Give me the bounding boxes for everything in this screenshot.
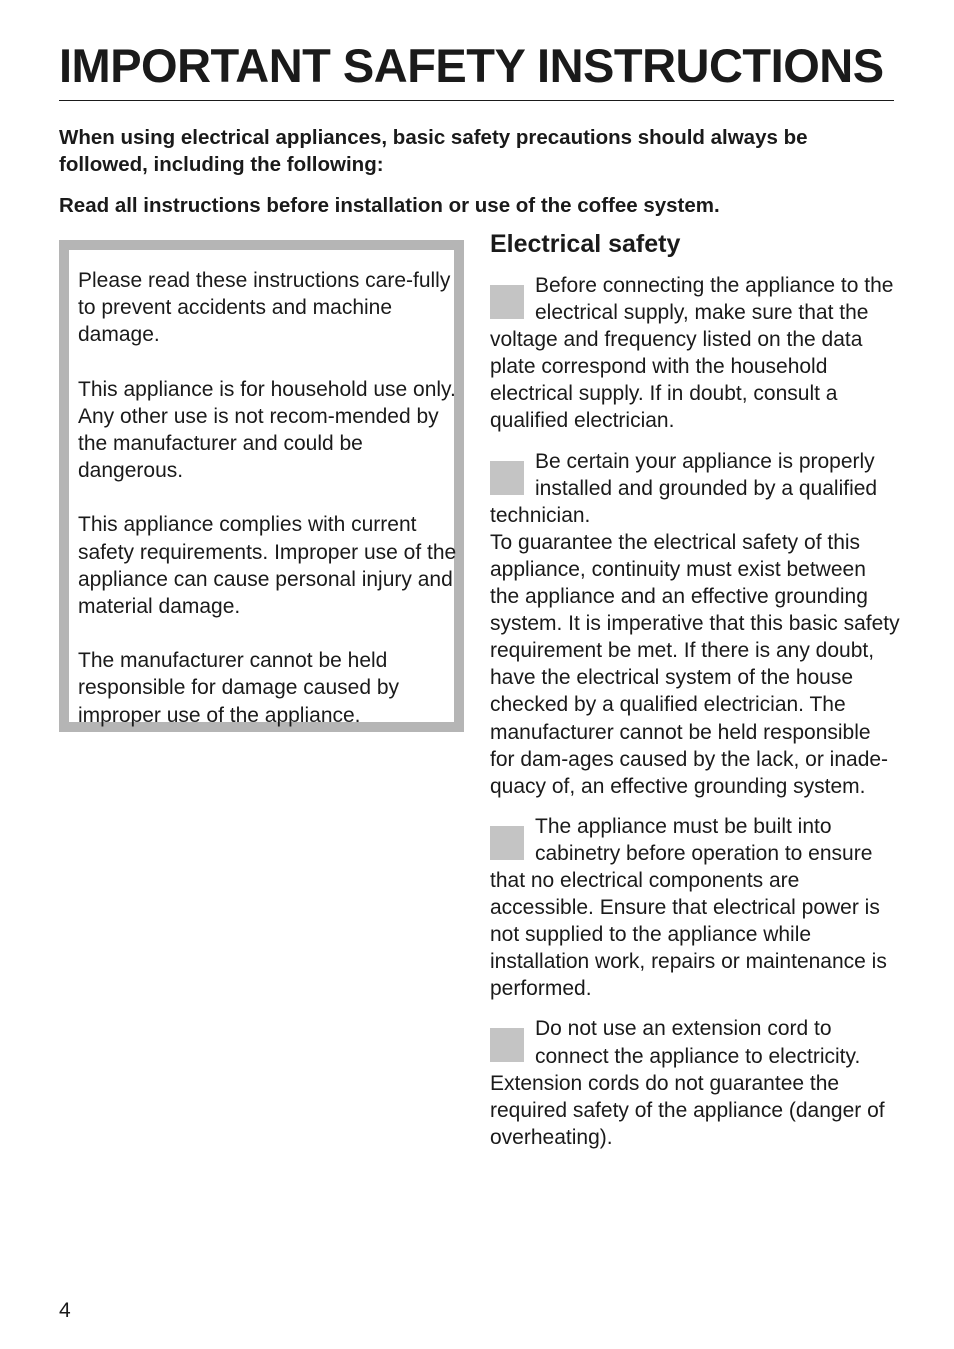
safety-item-text: The appliance must be built into cabinetry before operation to ensure that no electrical components are accessible. Ensure that electrical power is not supplied to the appliance while installation work, repairs or maintenance is performed. xyxy=(490,814,887,1001)
electrical-safety-heading: Electrical safety xyxy=(490,230,681,258)
notice-paragraph-1: Please read these instructions care-fully to prevent accidents and machine damage. xyxy=(78,269,451,347)
safety-item-text: Be certain your appliance is properly installed and grounded by a qualified technician. xyxy=(490,449,878,527)
page-number: 4 xyxy=(59,1299,71,1322)
intro-text: When using electrical appliances, basic safety precautions should always be followed, including the following: xyxy=(59,126,808,176)
bullet-square-icon xyxy=(490,461,524,495)
bullet-square-icon xyxy=(490,285,524,319)
read-instructions-text: Read all instructions before installation or use of the coffee system. xyxy=(59,194,720,217)
safety-item-text: Before connecting the appliance to the electrical supply, make sure that the voltage and frequency listed on the data plate correspond with the household electrical supply. If in doubt, consult a qualified electrician. xyxy=(490,274,894,433)
electrical-safety-list xyxy=(490,272,900,1164)
notice-paragraph-4: The manufacturer cannot be held responsible for damage caused by improper use of the appliance. xyxy=(78,649,400,727)
safety-item-text: Do not use an extension cord to connect the appliance to electricity. Extension cords do not guarantee the required safety of the appliance (danger of overheating). xyxy=(490,1017,885,1149)
safety-item-1 xyxy=(490,272,900,435)
safety-item-4 xyxy=(490,1015,900,1150)
title-divider xyxy=(59,100,894,101)
bullet-square-icon xyxy=(490,826,524,860)
bullet-square-icon xyxy=(490,1028,524,1062)
safety-item-extra-text: To guarantee the electrical safety of this appliance, continuity must exist between the appliance and an effective grounding system. It is imperative that this basic safety requirement be met. If there is any doubt, have the electrical system of the house checked by a qualified electrician. The manufacturer cannot be held responsible for dam-ages caused by the lack, or inade-quacy of, an effective grounding system. xyxy=(490,530,900,798)
notice-box xyxy=(59,240,464,732)
notice-paragraph-3: This appliance complies with current safety requirements. Improper use of the appliance can cause personal injury and material damage. xyxy=(78,513,457,619)
notice-paragraph-2: This appliance is for household use only. Any other use is not recom-mended by the manufacturer and could be dangerous. xyxy=(78,377,456,483)
page-title: IMPORTANT SAFETY INSTRUCTIONS xyxy=(59,39,884,92)
safety-item-2 xyxy=(490,448,900,800)
safety-item-3 xyxy=(490,813,900,1003)
